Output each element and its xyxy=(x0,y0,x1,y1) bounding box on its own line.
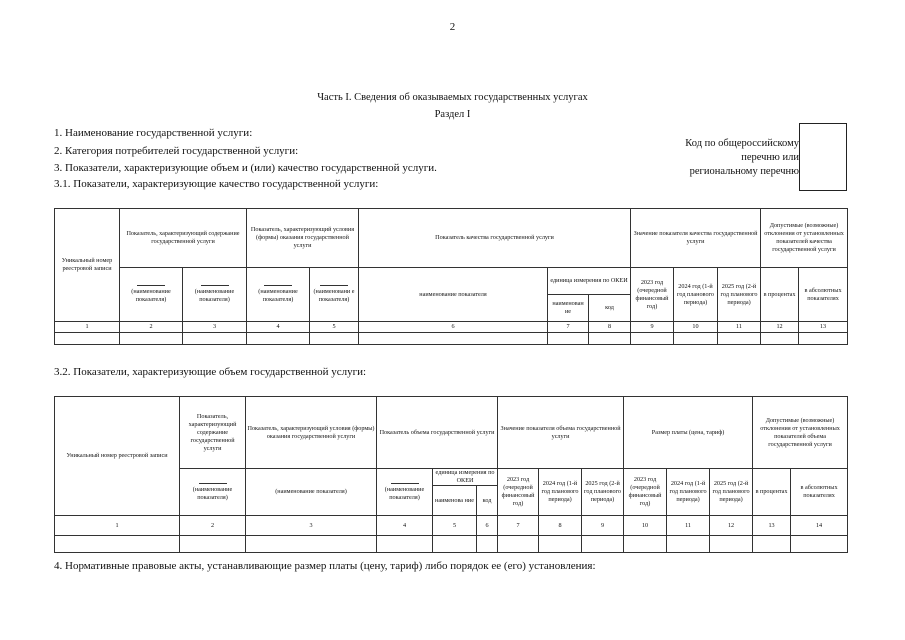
item-3-1-quality-indicators: 3.1. Показатели, характеризующие качество государственной услуги: xyxy=(54,178,379,190)
table-cell[interactable] xyxy=(180,536,246,553)
subheader-okei-unit: единица измерения по ОКЕИ xyxy=(433,469,498,486)
subheader-indicator-name: (наименовани е показателя) xyxy=(310,268,359,322)
table-cell[interactable] xyxy=(718,333,761,345)
volume-indicators-table xyxy=(54,396,848,553)
subheader-unit-name: наименован ие xyxy=(548,295,589,322)
column-number: 4 xyxy=(377,516,433,536)
table-cell[interactable] xyxy=(753,536,791,553)
registry-code-box[interactable] xyxy=(799,123,847,191)
header-volume-indicator: Показатель объема государственной услуги xyxy=(377,397,498,469)
table-cell[interactable] xyxy=(477,536,498,553)
column-number: 12 xyxy=(761,322,799,333)
subheader-okei-unit: единица измерения по ОКЕИ xyxy=(548,268,631,295)
header-content-indicator: Показатель, характеризующий содержание государственной услуги xyxy=(120,209,247,268)
table-cell[interactable] xyxy=(761,333,799,345)
column-number: 3 xyxy=(183,322,247,333)
subheader-percent: в процентах xyxy=(753,469,791,516)
table-cell[interactable] xyxy=(548,333,589,345)
table-cell[interactable] xyxy=(246,536,377,553)
header-quality-indicator: Показатель качества государственной услуги xyxy=(359,209,631,268)
column-number: 8 xyxy=(539,516,582,536)
subheader-indicator-name: (наименование показателя) xyxy=(180,469,246,516)
column-number: 8 xyxy=(589,322,631,333)
column-number: 2 xyxy=(180,516,246,536)
code-label-line: перечню или xyxy=(741,152,799,163)
header-unique-registry-number: Уникальный номер реестровой записи xyxy=(55,397,180,516)
item-4-normative-acts: 4. Нормативные правовые акты, устанавливающие размер платы (цену, тариф) либо порядок ее (его) установления: xyxy=(54,560,596,572)
table-cell[interactable] xyxy=(539,536,582,553)
header-unique-registry-number: Уникальный номер реестровой записи xyxy=(55,209,120,322)
subheader-year-2023: 2023 год (очередной финансовый год) xyxy=(631,268,674,322)
column-number: 5 xyxy=(433,516,477,536)
subheader-year-2025: 2025 год (2-й год планового периода) xyxy=(718,268,761,322)
subheader-indicator-name: (наименование показателя) xyxy=(377,469,433,516)
subheader-indicator-name: (наименование показателя) xyxy=(183,268,247,322)
column-number: 1 xyxy=(55,516,180,536)
table-row xyxy=(55,536,848,553)
column-number: 6 xyxy=(359,322,548,333)
item-3-indicators: 3. Показатели, характеризующие объем и (или) качество государственной услуги. xyxy=(54,162,437,174)
column-number: 6 xyxy=(477,516,498,536)
table-cell[interactable] xyxy=(589,333,631,345)
section-title: Раздел I xyxy=(434,109,471,120)
table-cell[interactable] xyxy=(624,536,667,553)
table-cell[interactable] xyxy=(498,536,539,553)
subheader-absolute: в абсолютных показателях xyxy=(791,469,848,516)
column-number: 13 xyxy=(753,516,791,536)
column-number: 14 xyxy=(791,516,848,536)
subheader-indicator-name: (наименование показателя) xyxy=(120,268,183,322)
column-number: 7 xyxy=(498,516,539,536)
table-cell[interactable] xyxy=(710,536,753,553)
part-title: Часть I. Сведения об оказываемых государственных услугах xyxy=(317,92,588,103)
item-3-2-volume-indicators: 3.2. Показатели, характеризующие объем государственной услуги: xyxy=(54,366,367,378)
header-conditions-indicator: Показатель, характеризующий условия (формы) оказания государственной услуги xyxy=(246,397,377,469)
header-content-indicator: Показатель, характеризующий содержание государственной услуги xyxy=(180,397,246,469)
subheader-unit-code: код xyxy=(589,295,631,322)
table-cell[interactable] xyxy=(791,536,848,553)
code-label-line: региональному перечню xyxy=(689,166,799,177)
header-conditions-indicator: Показатель, характеризующий условия (формы) оказания государственной услуги xyxy=(247,209,359,268)
subheader-fee-2024: 2024 год (1-й год планового периода) xyxy=(667,469,710,516)
column-number: 11 xyxy=(667,516,710,536)
subheader-indicator-name: (наименование показателя) xyxy=(247,268,310,322)
table-row xyxy=(55,333,848,345)
column-number: 5 xyxy=(310,322,359,333)
subheader-year-2024: 2024 год (1-й год планового периода) xyxy=(674,268,718,322)
column-number: 4 xyxy=(247,322,310,333)
table-cell[interactable] xyxy=(359,333,548,345)
table-cell[interactable] xyxy=(247,333,310,345)
subheader-fee-2025: 2025 год (2-й год планового периода) xyxy=(710,469,753,516)
item-2-consumer-category: 2. Категория потребителей государственной услуги: xyxy=(54,145,299,157)
column-number: 9 xyxy=(582,516,624,536)
column-number: 3 xyxy=(246,516,377,536)
subheader-absolute: в абсолютных показателях xyxy=(799,268,848,322)
registry-code-label xyxy=(646,137,799,179)
page-number: 2 xyxy=(449,21,456,33)
header-allowed-deviation: Допустимые (возможные) отклонения от установленных показателей качества государственной услуги xyxy=(761,209,848,268)
table-cell[interactable] xyxy=(55,536,180,553)
column-number: 2 xyxy=(120,322,183,333)
item-1-service-name: 1. Наименование государственной услуги: xyxy=(54,127,253,139)
header-quality-value: Значение показателя качества государственной услуги xyxy=(631,209,761,268)
header-volume-value: Значение показателя объема государственной услуги xyxy=(498,397,624,469)
table-cell[interactable] xyxy=(433,536,477,553)
table-cell[interactable] xyxy=(183,333,247,345)
column-number: 11 xyxy=(718,322,761,333)
subheader-percent: в процентах xyxy=(761,268,799,322)
code-label-line: Код по общероссийскому xyxy=(685,138,799,149)
subheader-year-2025: 2025 год (2-й год планового периода) xyxy=(582,469,624,516)
subheader-year-2024: 2024 год (1-й год планового периода) xyxy=(539,469,582,516)
table-cell[interactable] xyxy=(667,536,710,553)
column-number: 1 xyxy=(55,322,120,333)
table-cell[interactable] xyxy=(674,333,718,345)
subheader-quality-indicator-name: наименование показателя xyxy=(359,268,548,322)
table-cell[interactable] xyxy=(310,333,359,345)
column-number: 10 xyxy=(624,516,667,536)
subheader-indicator-name: (наименование показателя) xyxy=(246,469,377,516)
column-number: 12 xyxy=(710,516,753,536)
subheader-fee-2023: 2023 год (очередной финансовый год) xyxy=(624,469,667,516)
column-number: 7 xyxy=(548,322,589,333)
table-cell[interactable] xyxy=(120,333,183,345)
quality-indicators-table xyxy=(54,208,848,345)
subheader-year-2023: 2023 год (очередной финансовый год) xyxy=(498,469,539,516)
table-cell[interactable] xyxy=(631,333,674,345)
column-number: 10 xyxy=(674,322,718,333)
header-fee: Размер платы (цена, тариф) xyxy=(624,397,753,469)
subheader-unit-code: код xyxy=(477,486,498,516)
column-number: 13 xyxy=(799,322,848,333)
column-number: 9 xyxy=(631,322,674,333)
table-cell[interactable] xyxy=(377,536,433,553)
subheader-unit-name: наименова ние xyxy=(433,486,477,516)
table-cell[interactable] xyxy=(582,536,624,553)
header-allowed-deviation: Допустимые (возможные) отклонения от установленных показателей объема государственной услуги xyxy=(753,397,848,469)
table-cell[interactable] xyxy=(55,333,120,345)
table-cell[interactable] xyxy=(799,333,848,345)
